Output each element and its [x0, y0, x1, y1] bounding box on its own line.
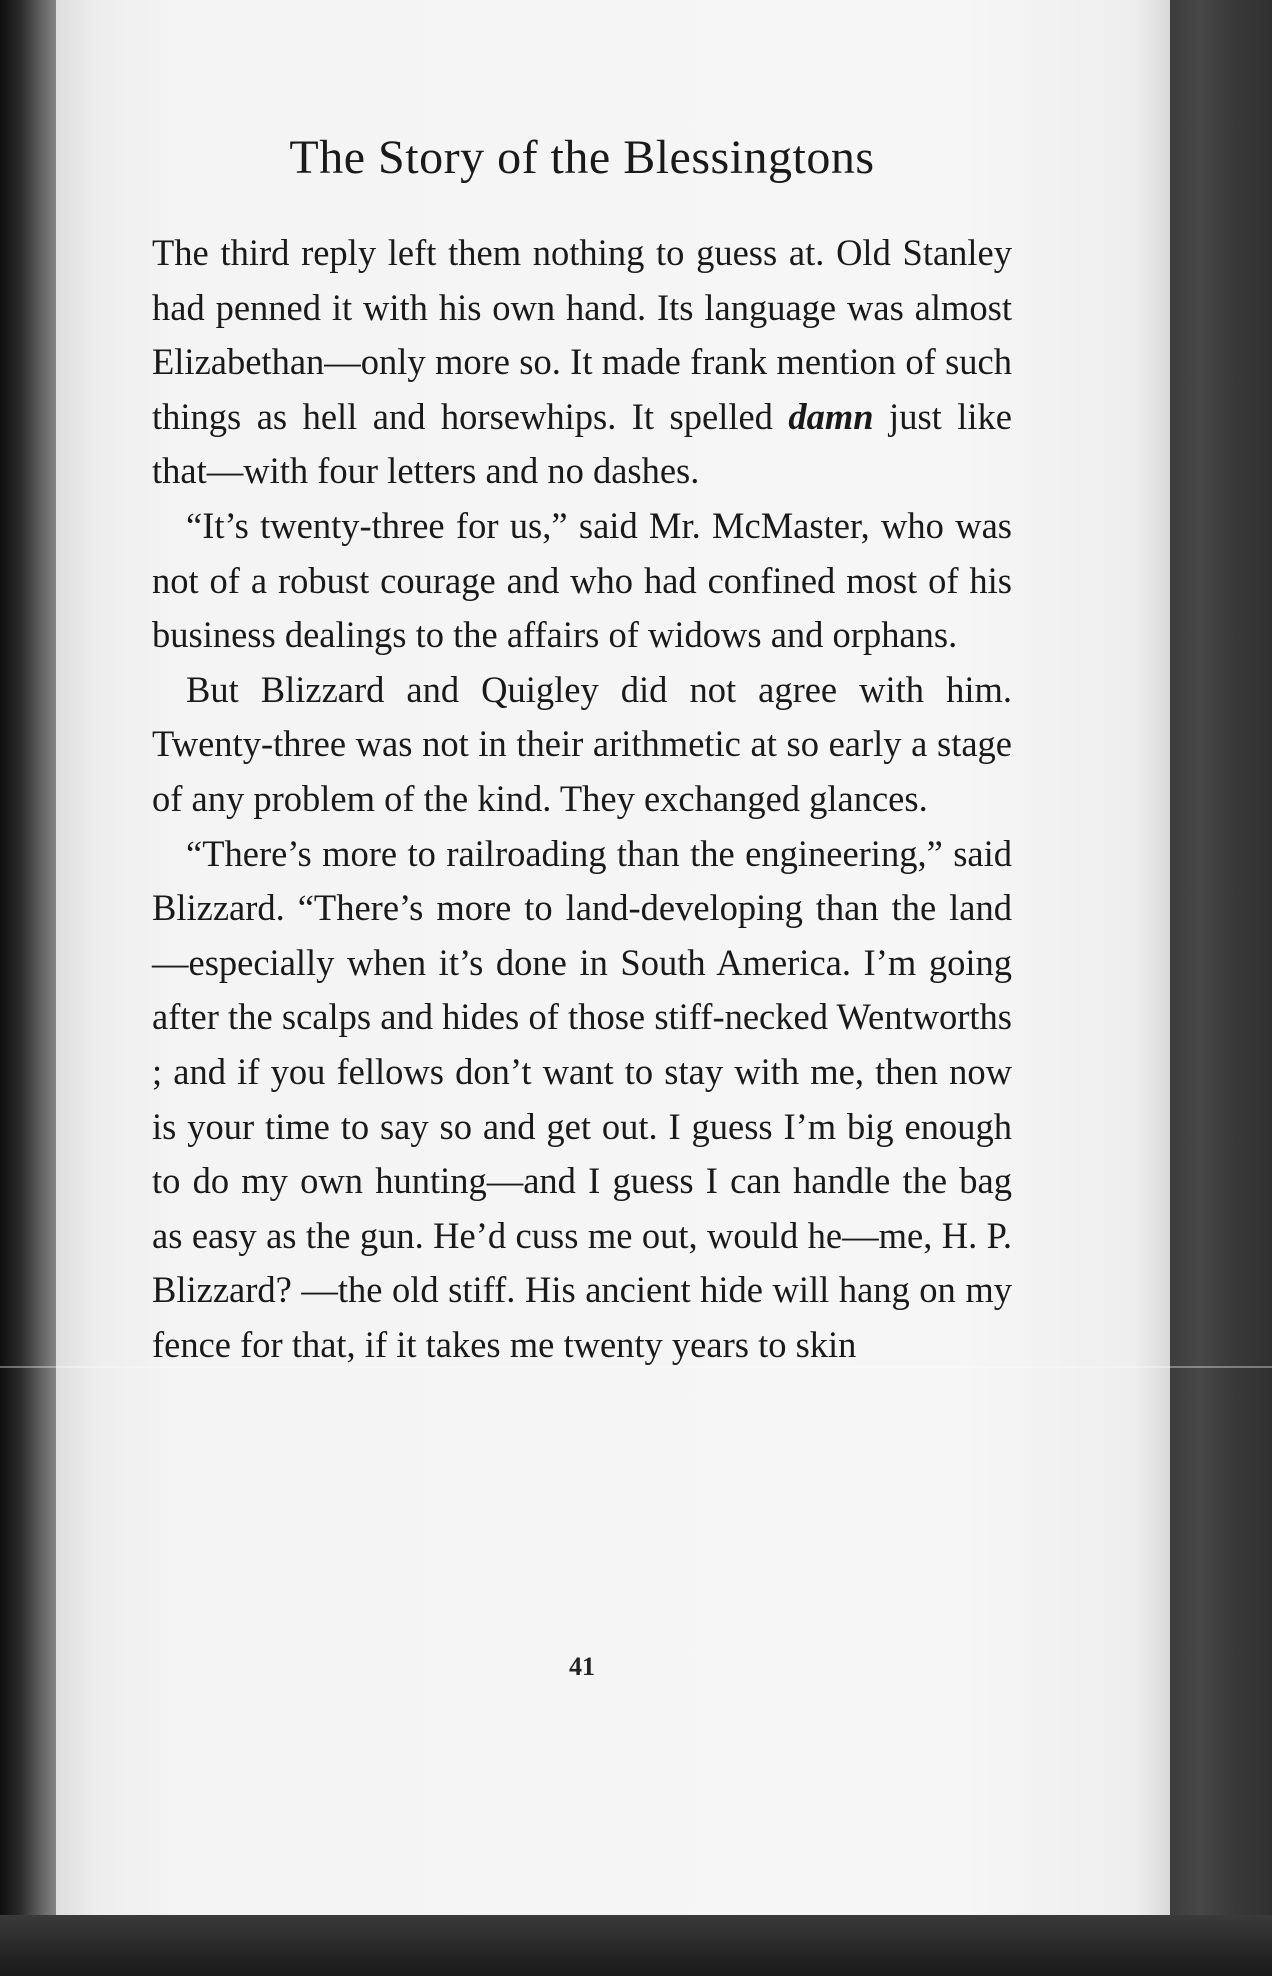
running-head: The Story of the Blessingtons [289, 131, 875, 184]
paragraph-2: “It’s twenty-three for us,” said Mr. McMaster, who was not of a robust courage and who had confined most of his business dealings to the affairs of widows and orphans. [152, 504, 1012, 656]
book-page [56, 0, 1170, 1922]
page-number: 41 [569, 1652, 595, 1681]
book-edge [1170, 0, 1272, 1976]
scan-artifact-line [0, 1366, 1272, 1368]
bottom-shadow [0, 1915, 1272, 1976]
paragraph-1-text-before: The third reply left them nothing to guess at. Old Stanley had penned it with his own hand. Its language was almost Elizabethan—only more so. It made frank mention of such things as hell and horsewhips. It spelled [152, 232, 1012, 437]
paragraph-3: But Blizzard and Quigley did not agree with him. Twenty-three was not in their arithmetic at so early a stage of any problem of the kind. They exchanged glances. [152, 668, 1012, 819]
body-text [152, 226, 1012, 1372]
paragraph-4: “There’s more to railroading than the engineering,” said Blizzard. “There’s more to land-developing than the land—especially when it’s done in South America. I’m going after the scalps and hides of those stiff-necked Wentworths ; and if you fellows don’t want to stay with me, then now is your time to say so and get out. I guess I’m big enough to do my own hunting—and I guess I can handle the bag as easy as the gun. He’d cuss me out, would he—me, H. P. Blizzard? —the old stiff. His ancient hide will hang on my fence for that, if it takes me twenty years to skin [152, 832, 1012, 1365]
paragraph-1-text-after: just like that—with four letters and no dashes. [152, 395, 1012, 492]
paragraph-1 [152, 226, 1012, 499]
emphasized-word: damn [788, 395, 874, 437]
